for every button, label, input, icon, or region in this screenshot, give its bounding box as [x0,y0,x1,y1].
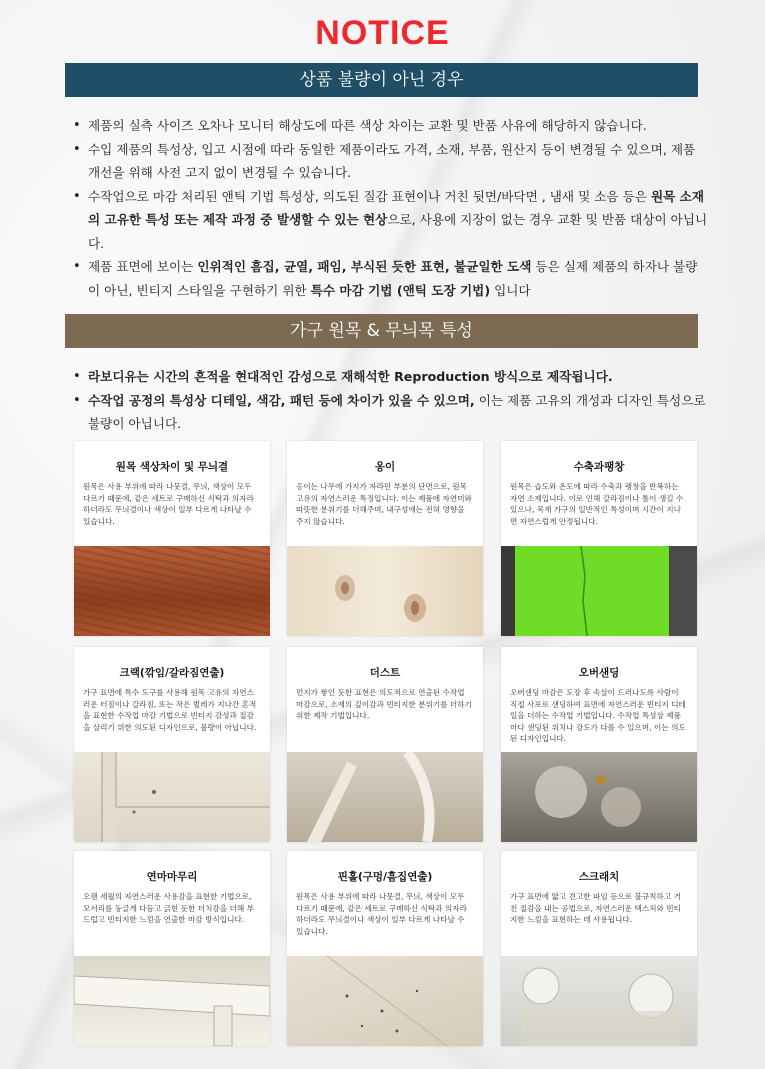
wood-knot-photo [287,546,483,636]
card-description: 오랜 세월의 자연스러운 사용감을 표현한 기법으로, 모서리를 둥글게 다듬고 긁힌 듯한 터치감을 더해 부드럽고 빈티지한 느낌을 연출한 마감 방식입니다. [83,892,254,924]
card-crack [74,647,270,842]
oversanding-photo [501,752,697,842]
card-wood-color [74,441,270,636]
list-item: • 제품 표면에 보이는 인위적인 흠집, 균열, 패임, 부식된 듯한 표현, 불균일한 도색 등은 실제 제품의 하자나 불량이 아닌, 빈티지 스타일을 구현하기 위한 특수 마감 기법 (앤틱 도장 기법) 입니다 [68,255,708,302]
pinhole-photo [287,956,483,1046]
list-item: • 수작업 공정의 특성상 디테일, 색감, 패턴 등에 차이가 있을 수 있으며, 이는 제품 고유의 개성과 디자인 특성으로 불량이 아닙니다. [68,389,708,436]
notice-title: NOTICE [315,14,450,52]
frame-corner-illustration [74,752,270,842]
carving-illustration [501,752,697,842]
scratch-photo [501,956,697,1046]
wood-grain-photo [74,546,270,636]
card-description: 원목은 습도와 온도에 따라 수축과 팽창을 반복하는 자연 소재입니다. 이로 인해 갈라짐이나 틈이 생길 수 있으나, 목재 가구의 일반적인 특성이며 시간이 지나면 자연스럽게 안정됩니다. [510,482,684,526]
card-shrink-expand [501,441,697,636]
wood-characteristics-list [68,365,708,436]
card-title: 스크래치 [578,871,620,883]
card-description: 원목은 사용 부위에 따라 나뭇결, 무늬, 색상이 모두 다르기 때문에, 같은 세트로 구매하신 식탁과 의자라 하더라도 무늬결이나 색상이 일부 다르게 나타날 수 있습니다. [83,482,254,526]
card-title: 수축과팽창 [573,461,625,473]
list-item: • 라보디유는 시간의 흔적을 현대적인 감성으로 재해석한 Reproduction 방식으로 제작됩니다. [68,365,708,389]
card-title: 옹이 [374,461,396,473]
table-edge-illustration [74,956,270,1046]
card-title: 크랙(깎임/갈라짐연출) [119,667,225,679]
list-item: • 수작업으로 마감 처리된 앤틱 기법 특성상, 의도된 질감 표현이나 거친 뒷면/바닥면 , 냄새 및 소음 등은 원목 소재의 고유한 특성 또는 제작 과정 중 발생할 수 있는 현상으로, 사용에 지장이 없는 경우 교환 및 반품 대상이 아닙니다. [68,185,708,256]
section-heading-wood-characteristics: 가구 원목 & 무늬목 특성 [65,314,698,348]
ornament-illustration [501,956,697,1046]
card-description: 오버샌딩 마감은 도장 후 속살이 드러나도록 사람이 직접 사포로 샌딩하여 표면에 자연스러운 빈티지 디테일을 더하는 수작업 기법입니다. 수작업 특성상 제품마다 샌딩된 위치나 강도가 다를 수 있으며, 이는 의도된 디자인입니다. [510,688,686,743]
card-oversanding [501,647,697,842]
card-title: 연마마무리 [146,871,198,883]
crack-line-illustration [501,546,697,636]
crack-photo [74,752,270,842]
card-knot [287,441,483,636]
card-description: 먼지가 쌓인 듯한 표현은 의도적으로 연출된 수작업 마감으로, 소재의 깊이감과 빈티지한 분위기를 더하기 위한 제작 기법입니다. [296,688,472,720]
chair-illustration [287,752,483,842]
card-description: 가구 표면에 얇고 견고한 파임 등으로 불규칙하고 거친 질감을 내는 공법으로, 자연스러운 텍스처와 빈티지한 느낌을 표현하는 데 사용됩니다. [510,892,681,924]
dust-photo [287,752,483,842]
card-pinhole [287,851,483,1046]
green-leg-photo [501,546,697,636]
list-item: • 제품의 실측 사이즈 오차나 모니터 해상도에 따른 색상 차이는 교환 및 반품 사유에 해당하지 않습니다. [68,114,708,138]
card-scratch [501,851,697,1046]
card-description: 가구 표면에 특수 도구를 사용해 원목 고유의 자연스러운 터짐이나 갈라짐, 또는 작은 벌레가 지나간 흔적을 표현한 수작업 마감 기법으로 빈티지 감성과 질감을 살리기 위한 의도된 디자인으로, 불량이 아닙니다. [83,688,257,732]
card-sanded-finish [74,851,270,1046]
sanded-edge-photo [74,956,270,1046]
card-title: 핀홀(구멍/흠집연출) [337,871,433,883]
list-item: • 수입 제품의 특성상, 입고 시점에 따라 동일한 제품이라도 가격, 소재, 부품, 원산지 등이 변경될 수 있으며, 제품 개선을 위해 사전 고지 없이 변경될 수 있습니다. [68,138,708,185]
card-description: 옹이는 나무에 가지가 자라던 부분의 단면으로, 원목 고유의 자연스러운 특징입니다. 이는 제품에 자연미와 따뜻한 분위기를 더해주며, 내구성에는 전혀 영향을 주지 않습니다. [296,482,472,526]
knot-illustration [287,546,483,636]
not-defective-list [68,114,708,302]
card-description: 원목은 사용 부위에 따라 나뭇결, 무늬, 색상이 모두 다르기 때문에, 같은 세트로 구매하신 식탁과 의자라 하더라도 무늬결이나 색상이 일부 다르게 나타날 수 있습니다. [296,892,467,936]
card-title: 원목 색상차이 및 무늬결 [115,461,229,473]
card-dust [287,647,483,842]
pinhole-dots-illustration [287,956,483,1046]
card-title: 더스트 [369,667,401,679]
section-heading-not-defective: 상품 불량이 아닌 경우 [65,63,698,97]
card-title: 오버샌딩 [578,667,620,679]
